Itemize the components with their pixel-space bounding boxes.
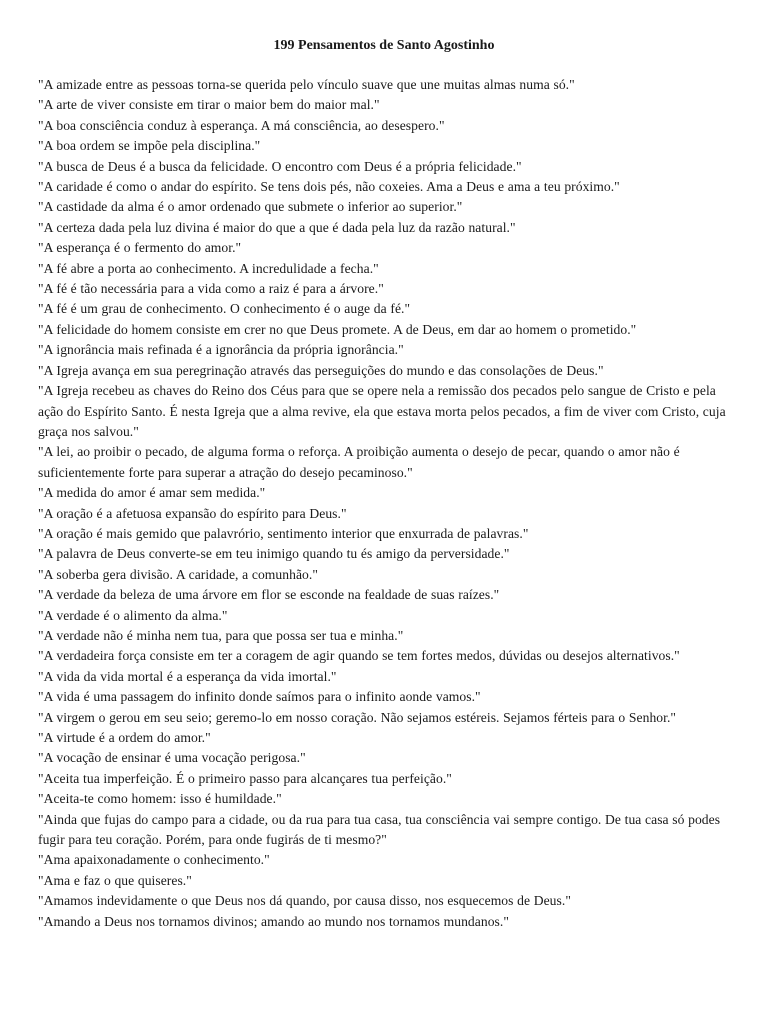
- quote-item: "A palavra de Deus converte-se em teu inimigo quando tu és amigo da perversidade.": [38, 546, 510, 562]
- quote-item: "A virtude é a ordem do amor.": [38, 730, 211, 745]
- quote-item: "A esperança é o fermento do amor.": [38, 240, 242, 256]
- quote-item: "A felicidade do homem consiste em crer no que Deus promete. A de Deus, em dar ao homem o prometido.": [38, 321, 637, 337]
- quote-item: "A soberba gera divisão. A caridade, a comunhão.": [38, 566, 318, 582]
- quote-item: "A fé é um grau de conhecimento. O conhecimento é o auge da fé.": [38, 301, 411, 317]
- quote-item: "Amamos indevidamente o que Deus nos dá quando, por causa disso, nos esquecemos de Deus.": [38, 893, 571, 909]
- quote-item: "A boa consciência conduz à esperança. A má consciência, ao desespero.": [38, 117, 445, 133]
- quote-item: "A vida da vida mortal é a esperança da vida imortal.": [38, 668, 337, 684]
- quote-item: "A verdadeira força consiste em ter a coragem de agir quando se tem fortes medos, dúvidas ou desejos alternativos.": [38, 648, 680, 664]
- quote-item: "Aceita-te como homem: isso é humildade.": [38, 791, 282, 807]
- quote-item: "A castidade da alma é o amor ordenado que submete o inferior ao superior.": [38, 199, 463, 215]
- quote-list: [38, 75, 738, 932]
- quote-item: "A Igreja recebeu as chaves do Reino dos Céus para que se opere nela a remissão dos pecados pelo sangue de Cristo e pela ação do Espírito Santo. É nesta Igreja que a alma revive, ela que estava morta pelos pecados, a fim de viver com Cristo, cuja graça nos salvou.": [38, 383, 726, 439]
- quote-item: "A virgem o gerou em seu seio; geremo-lo em nosso coração. Não sejamos estéreis. Sejamos férteis para o Senhor.": [38, 709, 677, 725]
- quote-item: "A caridade é como o andar do espírito. Se tens dois pés, não coxeies. Ama a Deus e ama a teu próximo.": [38, 179, 620, 195]
- quote-item: "A oração é mais gemido que palavrório, sentimento interior que enxurrada de palavras.": [38, 525, 529, 541]
- quote-item: "Ainda que fujas do campo para a cidade, ou da rua para tua casa, tua consciência vai sempre contigo. De tua casa só podes fugir para teu coração. Porém, para onde fugirás de ti mesmo?": [38, 811, 721, 848]
- quote-item: "A vocação de ensinar é uma vocação perigosa.": [38, 750, 306, 766]
- quote-item: "A busca de Deus é a busca da felicidade. O encontro com Deus é a própria felicidade.": [38, 158, 522, 174]
- quote-item: "A certeza dada pela luz divina é maior do que a que é dada pela luz da razão natural.": [38, 219, 516, 235]
- quote-item: "A lei, ao proibir o pecado, de alguma forma o reforça. A proibição aumenta o desejo de pecar, quando o amor não é suficientemente forte para superar a atração do desejo pecaminoso.": [38, 444, 680, 480]
- quote-item: "A arte de viver consiste em tirar o maior bem do maior mal.": [38, 97, 380, 113]
- quote-item: "A fé abre a porta ao conhecimento. A incredulidade a fecha.": [38, 260, 379, 276]
- quote-item: "Ama e faz o que quiseres.": [38, 872, 192, 888]
- quote-item: "A medida do amor é amar sem medida.": [38, 485, 266, 501]
- quote-item: "A verdade da beleza de uma árvore em flor se esconde na fealdade de suas raízes.": [38, 587, 500, 603]
- document-title: 199 Pensamentos de Santo Agostinho: [273, 38, 495, 53]
- quote-item: "A vida é uma passagem do infinito donde saímos para o infinito aonde vamos.": [38, 689, 481, 705]
- quote-item: "A Igreja avança em sua peregrinação através das perseguições do mundo e das consolações de Deus.": [38, 362, 604, 378]
- quote-item: "Amando a Deus nos tornamos divinos; amando ao mundo nos tornamos mundanos.": [38, 913, 509, 929]
- quote-item: "Aceita tua imperfeição. É o primeiro passo para alcançares tua perfeição.": [38, 770, 452, 786]
- quote-item: "A fé é tão necessária para a vida como a raiz é para a árvore.": [38, 281, 384, 297]
- quote-item: "A boa ordem se impõe pela disciplina.": [38, 138, 261, 154]
- quote-item: "A verdade não é minha nem tua, para que possa ser tua e minha.": [38, 627, 404, 643]
- quote-item: "A ignorância mais refinada é a ignorância da própria ignorância.": [38, 342, 404, 358]
- quote-item: "Ama apaixonadamente o conhecimento.": [38, 852, 270, 868]
- quote-item: "A oração é a afetuosa expansão do espírito para Deus.": [38, 505, 347, 521]
- quote-item: "A verdade é o alimento da alma.": [38, 607, 228, 623]
- quote-item: "A amizade entre as pessoas torna-se querida pelo vínculo suave que une muitas almas numa só.": [38, 77, 575, 92]
